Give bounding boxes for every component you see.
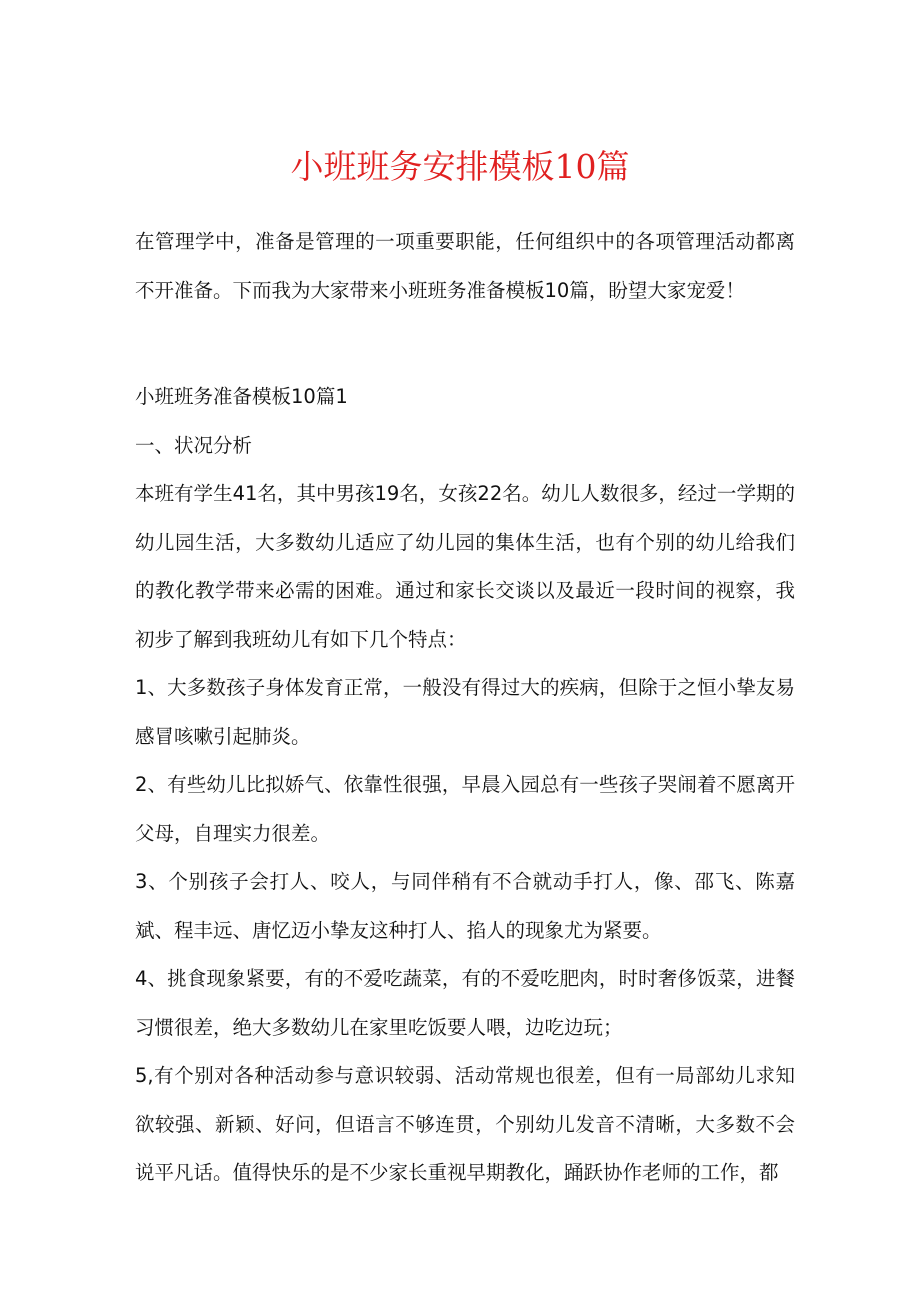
list-item-5: 5,有个别对各种活动参与意识较弱、活动常规也很差，但有一局部幼儿求知欲较强、新颖、好问，但语言不够连贯，个别幼儿发音不清晰，大多数不会说平凡话。值得快乐的是不少家长重视早期教化，踊跃协作老师的工作，都 <box>135 1064 795 1184</box>
document-body <box>135 218 795 1198</box>
list-item-4: 4、挑食现象紧要，有的不爱吃蔬菜，有的不爱吃肥肉，时时奢侈饭菜，进餐习惯很差，绝大多数幼儿在家里吃饭要人喂，边吃边玩； <box>135 967 795 1039</box>
list-item-2: 2、有些幼儿比拟娇气、依靠性很强，早晨入园总有一些孩子哭闹着不愿离开父母，自理实力很差。 <box>135 773 795 845</box>
intro-paragraph: 在管理学中，准备是管理的一项重要职能，任何组织中的各项管理活动都离不开准备。下而我为大家带来小班班务准备模板10篇，盼望大家宠爱！ <box>135 230 795 302</box>
list-item-3: 3、个别孩子会打人、咬人，与同伴稍有不合就动手打人，像、邵飞、陈嘉斌、程丰远、唐忆迈小挚友这种打人、掐人的现象尤为紧要。 <box>135 870 795 942</box>
spacer <box>135 315 795 373</box>
list-item-1: 1、大多数孩子身体发育正常，一般没有得过大的疾病，但除于之恒小挚友易感冒咳嗽引起肺炎。 <box>135 676 795 748</box>
document-title: 小班班务安排模板10篇 <box>290 147 630 186</box>
body-paragraph: 本班有学生41名，其中男孩19名，女孩22名。幼儿人数很多，经过一学期的幼儿园生活，大多数幼儿适应了幼儿园的集体生活，也有个别的幼儿给我们的教化教学带来必需的困难。通过和家长交谈以及最近一段时间的视察，我初步了解到我班幼儿有如下几个特点： <box>135 482 795 651</box>
subheading: 一、状况分析 <box>135 433 253 457</box>
section-heading: 小班班务准备模板10篇1 <box>135 385 348 408</box>
